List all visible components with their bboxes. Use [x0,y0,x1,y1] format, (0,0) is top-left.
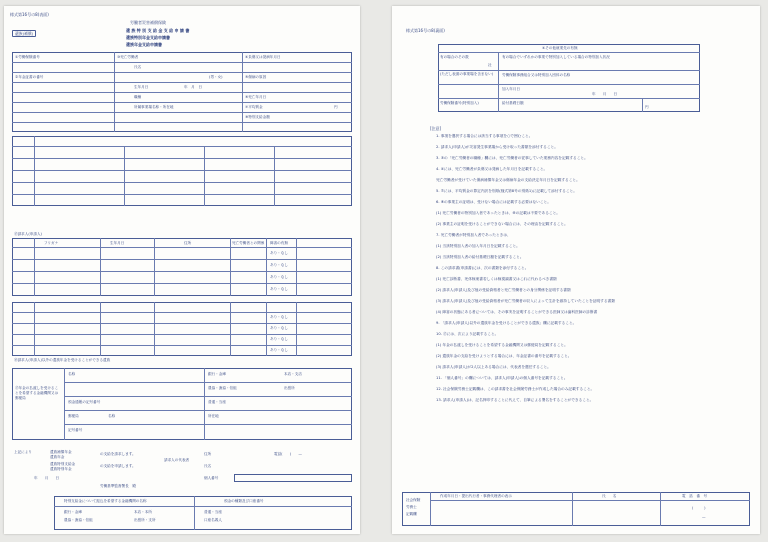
choice-1[interactable]: あり・なし [270,251,288,255]
choice-3[interactable]: あり・なし [270,275,288,279]
sharoushi-label-1: 社会保険 [406,498,421,502]
note-line: 12. 社会保険労務士記載欄は、この請求書を社会保険労務士が作成した場合のみ記載すること。 [436,387,595,391]
coop-kind-label: 農協・漁協・信組 [208,386,237,390]
passbook-number-label: 預金通帳の記号番号 [68,400,101,404]
note-line: (2) 事業主の証明を受けることができない場合には、その理由を記載すること。 [436,222,568,226]
special-join-status: 有の場合でいずれかの事業で特別加入している場合の特別加入状況 [502,55,610,59]
address-label: 住所 [204,452,212,456]
personal-number-field[interactable] [234,474,352,482]
personal-number-label: 個人番号 [204,476,219,480]
note-line: 9. 「請求人(申請人)以外の遺族年金を受けることができる遺族」欄に記載すること。 [436,321,577,325]
label-name: 氏名 [134,65,142,69]
label-occupation: 職種 [134,95,142,99]
sharoushi-phone-dash: — [702,515,706,519]
office-header: 労働者災害補償保険 [130,20,166,25]
sign-pension-1: 遺族補償年金 [50,450,72,454]
form-front-page [4,6,360,534]
sign-intro: 上記により [14,450,32,454]
other-employment-note: (ただし表面の事業場を含まない) [440,72,494,76]
representative-label: 請求人の代表者 [164,458,190,462]
special-bank-kind: 銀行・金庫 [64,510,82,514]
note-line: 死亡労働者が受けていた傷病補償年金又は傷病年金の支給決定年月日を記載すること。 [436,178,580,182]
other-employment-count-label: 有の場合のその数 [440,55,469,59]
note-line: (1) 当該特別加入者の加入年月日を記載すること。 [436,244,520,248]
special-coop-kind: 農協・漁協・信組 [64,518,93,522]
sharoushi-col-name: 氏 名 [602,494,617,498]
gender-options[interactable]: (男・女) [209,75,223,79]
daily-base-unit: 円 [645,105,649,109]
note-line: 8. この請求書(申請書)には、次の書類を添付すること。 [436,266,529,270]
phone-label: 電話( ) — [274,452,302,456]
note-line: (2) 当該特別加入者の給付基礎日額を記載すること。 [436,255,524,259]
special-account-holder: 口座名義人 [204,518,222,522]
sharoushi-col-phone: 電 話 番 号 [682,494,708,498]
birthdate-format: 年 月 日 [184,85,202,89]
association-name-label: 労働保険事務組合又は特別加入団体の名称 [502,73,571,77]
special-account-header: 預金の種類及び口座番号 [224,499,264,503]
note-line: (4) 障害の状態にある者については、その事実を証明することができる医師又は歯科医師の診断書 [436,310,598,314]
choice-2[interactable]: あり・なし [270,263,288,267]
special-office-kind: 出張所・支所 [134,518,156,522]
note-line: (1) 年金の払渡しを受けることを希望する金融機関又は郵便局を記載すること。 [436,343,568,347]
note-line: 6. ⑧の事業主の証明は、受けない場合には記載する必要はないこと。 [436,200,551,204]
note-line: (3) 請求人(申請人)及び他の受給資格者が死亡労働者の収入によって生計を維持していたことを証明する書類 [436,299,615,303]
sharoushi-label-2: 労務士 [406,505,417,509]
label-injury-cause: ⑤傷病の原因 [245,75,267,79]
special-insurance-number-label: 労働保険番号(特別加入) [440,101,479,105]
post-address-label: 所在地 [208,414,219,418]
label-birthdate: 生年月日 [134,85,149,89]
label-death-date: ⑥死亡年月日 [245,95,267,99]
sign-pension-2: 遺族年金 [50,455,65,459]
choice-4[interactable]: あり・なし [270,287,288,291]
sharoushi-label-3: 記載欄 [406,512,417,516]
label-injury-date: ④負傷又は発病年月日 [245,55,281,59]
daily-base-label: 給付基礎日額 [502,101,524,105]
label-deceased-worker: ③死亡労働者 [117,55,139,59]
notes-title: [注意] [430,126,442,131]
sign-special-1: 遺族特別支給金 [50,462,76,466]
note-line: (1) 死亡労働者の特別加入者であったときは、⑧の記載は不要であること。 [436,211,560,215]
note-line: 3. ③の「死亡労働者の職種」欄には、死亡労働者の従事していた業務内容を記載すること。 [436,156,588,160]
sign-apply: の支給を申請します。 [100,464,136,468]
office-kind-label: 出張所 [284,386,295,390]
form-back-page [392,6,760,534]
note-line: 7. 死亡労働者が特別加入者であったときは、 [436,233,511,237]
title-line-3: 遺族年金支給申請書 [126,42,162,47]
col-disability: 障害の有無 [270,241,288,245]
payment-type-badge: 遺族(補償) [12,30,36,37]
sign-request: の支給を請求します。 [100,452,136,456]
note-line: (2) 請求人(申請人)及び他の受給資格者と死亡労働者との身分関係を証明する書類 [436,288,571,292]
label-average-wage: ⑦平均賃金 [245,105,263,109]
form-number: 様式第16号の8(表面) [10,12,49,17]
other-employment-header: ④その他就業先の有無 [542,46,578,50]
note-line: 13. 請求人(申請人)は、記名押印することに代えて、自筆による署名をすることができること。 [436,398,594,402]
note-line: 10. ⑰には、次により記載すること。 [436,332,499,336]
sharoushi-phone-area[interactable]: ( ) [692,506,706,510]
bank-name-label: 名称 [68,372,76,376]
sharoushi-col-date: 作成年月日・提出代行者・事務代理者の表示 [440,494,512,498]
beneficiary-section-title: ⑯請求人(申請人)以外の遺族年金を受けることができる遺族 [14,358,111,362]
post-name-label: 名称 [108,414,116,418]
choice-8[interactable]: あり・なし [270,348,288,352]
join-date-label: 加入年月日 [502,87,520,91]
post-number-label: 記号番号 [68,428,83,432]
note-line: 5. ⑦には、平均賃金の算定内訳を別紙(様式第8号の別紙1)に記載して添付すること。 [436,189,577,193]
title-line-2: 遺族特別年金支給申請書 [126,35,170,40]
col-furigana: フリガナ [44,241,59,245]
note-line: (3) 請求人(申請人)が2人以上ある場合には、代表者を選任すること。 [436,365,551,369]
label-certificate-number: ②年金証書の番号 [15,75,44,79]
sign-special-2: 遺族特別年金 [50,467,72,471]
note-line: (1) 死亡診断書、死体検案書若しくは検視調書又はこれに代わるべき書類 [436,277,557,281]
bank-kind-label: 銀行・金庫 [208,372,226,376]
label-insurance-number: ①労働保険番号 [15,55,40,59]
choice-5[interactable]: あり・なし [270,315,288,319]
payment-section-title: ⑰年金の払渡しを受けることを希望する金融機関又は郵便局 [15,386,59,400]
yen-unit: 円 [334,105,338,109]
col-address: 住所 [184,241,192,245]
col-relation: 死亡労働者との関係 [232,241,265,245]
note-line: 1. 事項を選択する場合には該当する事項を○で囲むこと。 [436,134,533,138]
sign-date[interactable]: 年 月 日 [34,476,60,480]
title-line-1: 遺 族 特 別 支 給 金 支 給 申 請 書 [126,28,190,33]
note-line: 4. ④には、死亡労働者が負傷又は発病した年月日を記載すること。 [436,167,548,171]
special-branch-kind: 本店・本所 [134,510,152,514]
note-line: (2) 遺族年金の支給を受けようとする場合には、年金証書の番号を記載すること。 [436,354,572,358]
label-special-amount: ⑧特別支給金額 [245,115,270,119]
other-employment-count-unit: 社 [488,63,492,67]
label-workplace: 所属事業場名称・所在地 [134,105,174,109]
choice-7[interactable]: あり・なし [270,337,288,341]
bank-section [12,368,352,440]
beneficiary-table [12,302,352,356]
note-line: 2. 請求人(申請人)が災害発生事業場から受け取った書類を添付すること。 [436,145,558,149]
special-bank-header: 特別支給金について振込を希望する金融機関の名称 [64,499,147,503]
back-form-number: 様式第16号の8(裏面) [406,28,445,33]
choice-6[interactable]: あり・なし [270,326,288,330]
name-label: 氏名 [204,464,212,468]
col-birthdate: 生年月日 [110,241,125,245]
account-type-label: 普通・当座 [208,400,226,404]
note-line: 11. 「個人番号」の欄については、請求人(申請人)の個人番号を記載すること。 [436,376,568,380]
post-office-label: 郵便局 [68,414,79,418]
to-office: 労働基準監督署長 殿 [100,484,136,488]
join-date-format: 年 月 日 [592,92,618,96]
branch-kind-label: 本店・支店 [284,372,302,376]
applicant-section-title: ⑮請求人(申請人) [14,232,42,236]
special-account-type: 普通・当座 [204,510,222,514]
